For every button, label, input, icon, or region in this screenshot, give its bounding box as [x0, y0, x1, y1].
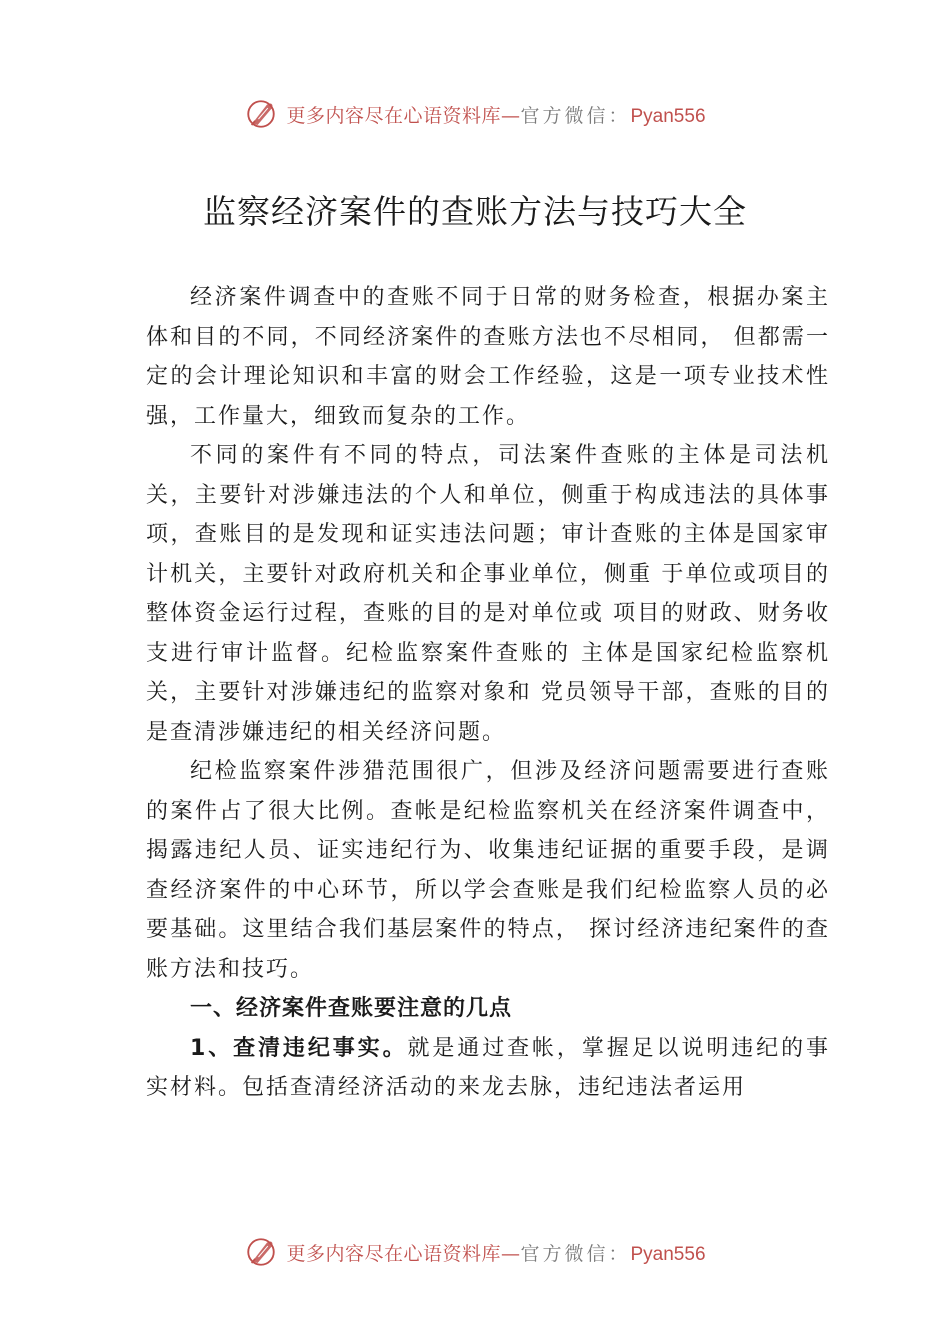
- watermark-site: 更多内容尽在心语资料库—: [286, 1242, 521, 1265]
- feather-pen-icon: [244, 1235, 278, 1269]
- watermark-site: 更多内容尽在心语资料库—: [286, 104, 521, 127]
- feather-pen-icon: [244, 97, 278, 131]
- watermark-wechat-label: 官方微信：: [520, 1242, 631, 1265]
- watermark-wechat-id: Pyan556: [630, 1243, 706, 1265]
- bottom-watermark-banner: [0, 1232, 950, 1272]
- watermark-wechat-label: 官方微信：: [520, 104, 631, 127]
- section-heading: 一、经济案件查账要注意的几点: [190, 996, 513, 1021]
- document-body: [146, 278, 830, 1108]
- paragraph-2: 不同的案件有不同的特点，司法案件查账的主体是司法机关，主要针对涉嫌违法的个人和单位，侧重于构成违法的具体事项，查账目的是发现和证实违法问题；审计查账的主体是国家审计机关，主要针对政府机关和企事业单位，侧重 于单位或项目的整体资金运行过程，查账的目的是对单位或 项目的财政、财务收支进行审计监督。纪检监察案件查账的 主体是国家纪检监察机关，主要针对涉嫌违纪的监察对象和 党员领导干部，查账的目的是查清涉嫌违纪的相关经济问题。: [146, 443, 830, 745]
- document-title: 监察经济案件的查账方法与技巧大全: [203, 192, 747, 231]
- paragraph-item-1: [146, 1029, 830, 1108]
- item-1-text: 就是通过查帐，掌握足以说明违纪的事实材料。包括查清经济活动的来龙去脉，违纪违法者运用: [146, 1035, 830, 1100]
- item-1-label: 1、查清违纪事实。: [190, 1035, 408, 1061]
- paragraph-3: 纪检监察案件涉猎范围很广，但涉及经济问题需要进行查账的案件占了很大比例。查帐是纪检监察机关在经济案件调查中，揭露违纪人员、证实违纪行为、收集违纪证据的重要手段，是调查经济案件的中心环节，所以学会查账是我们纪检监察人员的必要基础。这里结合我们基层案件的特点， 探讨经济违纪案件的查账方法和技巧。: [146, 759, 830, 982]
- watermark-text: [286, 101, 705, 128]
- top-watermark-banner: [0, 94, 950, 134]
- watermark-wechat-id: Pyan556: [630, 105, 706, 127]
- paragraph-1: 经济案件调查中的查账不同于日常的财务检查，根据办案主体和目的不同，不同经济案件的查账方法也不尽相同， 但都需一定的会计理论知识和丰富的财会工作经验，这是一项专业技术性强，工作量大，细致而复杂的工作。: [146, 285, 830, 429]
- watermark-text: [286, 1239, 705, 1266]
